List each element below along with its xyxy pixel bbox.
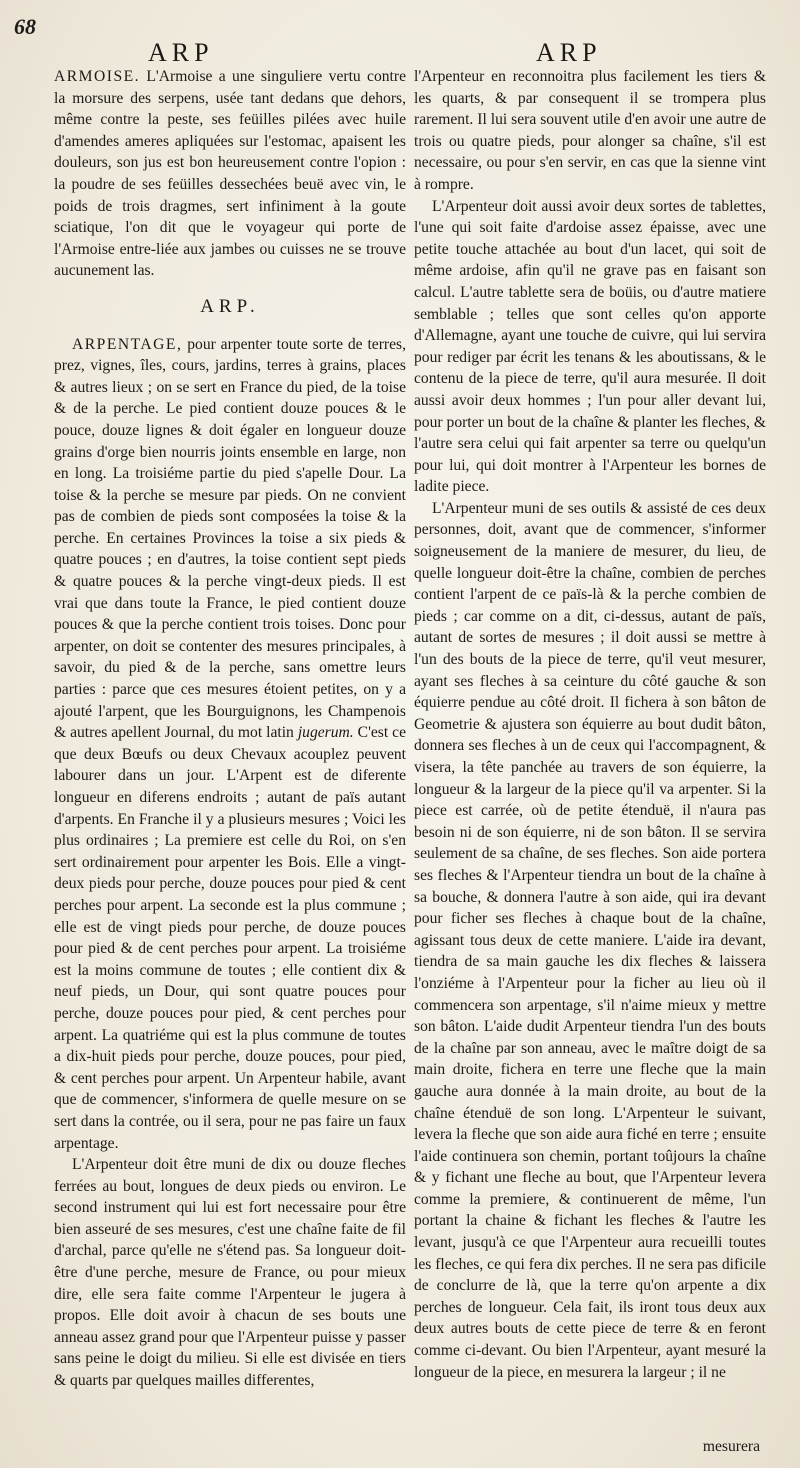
armoise-term: ARMOISE.	[54, 68, 141, 85]
running-head-right: ARP	[536, 38, 602, 67]
left-column	[54, 66, 406, 1392]
running-head-left: ARP	[148, 38, 214, 67]
arpentage-text-1: pour arpenter toute sorte de terres, prez, vignes, îles, cours, jardins, terres à grains, places & autres lieux ; on se sert en France du pied, de la toise & de la perche. Le pied contient douze pouces & le pouce, douze lignes & doit égaler en longueur douze grains d'orge bien nourris joints ensemble en large, non en long. La troisiéme partie du pied s'apelle Dour. La toise & la perche se mesure par pieds. On ne convient pas de combien de pieds sont composées la toise & la perche. En certaines Provinces la toise a six pieds & quatre pouces ; en d'autres, la toise contient sept pieds & quatre pouces & la perche vingt-deux pieds. Il est vrai que dans toute la France, le pied contient douze pouces & que la perche contient trois toises. Donc pour arpenter, on doit se contenter des mesures principales, à savoir, du pied & de la perche, sans omettre leurs parties : parce que ces mesures étoient petites, on y a ajouté l'arpent, que les Bourguignons, les Champenois & autres apellent Journal, du mot latin	[54, 335, 406, 742]
arpentage-text-2: C'est ce que deux Bœufs ou deux Chevaux acouplez peuvent labourer dans un jour. L'Arpent est de diferente longueur en diferens endroits ; autant de païs autant d'arpents. En Franche il y a plusieurs mesures ; Voici les plus ordinaires ; La premiere est celle du Roi, on s'en sert ordinairement pour arpenter les Bois. Elle a vingt-deux pieds pour perche, douze pouces pour pied & cent perches pour arpent. La seconde est la plus commune ; elle est de vingt pieds pour perche, de douze pouces pour pied & de cent perches pour arpent. La troisiéme est la moins commune de toutes ; elle contient dix & neuf pieds, un Dour, qui sont quatre pouces pour perche, douze pouces pour pied, & cent perches pour arpent. La quatriéme qui est la plus commune de toutes a dix-huit pieds pour perche, douze pouces, pour pied, & cent perches pour arpent. Un Arpenteur habile, avant que de commencer, s'informera de quelle mesure on se sert dans la contrée, ou il sera, pour ne pas faire un faux arpentage.	[54, 724, 407, 1152]
right-column	[414, 66, 766, 1383]
right-paragraph-1: l'Arpenteur en reconnoitra plus facilement les tiers & les quarts, & par consequent il se trompera plus rarement. Il lui sera souvent utile d'en avoir une autre de trois ou quatre pieds, pour alonger sa chaîne, s'il est necessaire, ou pour s'en servir, en cas que la sienne vint à rompre.	[414, 68, 766, 193]
arpentage-term: ARPENTAGE,	[72, 335, 183, 353]
arpentage-entry	[54, 334, 406, 1155]
right-paragraph-2: L'Arpenteur doit aussi avoir deux sortes de tablettes, l'une qui soit faite d'ardoise assez épaisse, avec une petite touche attachée au bout d'un lacet, qui soit de même ardoise, afin qu'il ne grave pas en faisant son calcul. L'autre tablette sera de boüis, ou d'autre matiere semblable ; telles que sont celles qu'on apporte d'Allemagne, ayant une touche de cuivre, qui lui servira pour rediger par écrit les tenans & les aboutissans, & le contenu de la piece de terre, qu'il aura mesurée. Il doit aussi avoir deux hommes ; l'un pour aller devant lui, pour porter un bout de la chaîne & planter les fleches, & l'autre sera celui qui fait arpenter sa terre ou quelqu'un pour lui, qui doit montrer à l'Arpenteur les bornes de ladite piece.	[414, 197, 766, 496]
armoise-text: L'Armoise a une singuliere vertu contre la morsure des serpens, usée tant dedans que dehors, même contre la peste, ses feüilles pilées avec huile d'amendes ameres apliquées sur l'estomac, apaisent les douleurs, son jus est bon heureusement contre l'opion : la poudre de ses feüilles dessechées beuë avec vin, le poids de trois dragmes, sert infiniment à la goute sciatique, l'on dit que le voyageur qui porte de l'Armoise entre-liée aux jambes ou cuisses ne se trouve aucunement las.	[54, 68, 406, 280]
page-number: 68	[14, 14, 36, 39]
catchword: mesurera	[702, 1438, 760, 1455]
section-heading: ARP.	[200, 295, 260, 317]
arpenteur-paragraph: L'Arpenteur doit être muni de dix ou douze fleches ferrées au bout, longues de deux pieds ou environ. Le second instrument qui lui est fort necessaire pour être bien asseuré de ses mesures, c'est une chaîne faite de fil d'archal, parce qu'elle ne s'étend pas. Sa longueur doit-être d'une perche, mesure de France, ou pour mieux dire, elle sera faite comme l'Arpenteur le jugera à propos. Elle doit avoir à chacun de ses bouts une anneau assez grand pour que l'Arpenteur puisse y passer sans peine le doigt du milieu. Si elle est divisée en tiers & quarts par quelques mailles differentes,	[54, 1156, 406, 1390]
arpentage-latin: jugerum.	[297, 724, 354, 742]
armoise-entry	[54, 66, 406, 282]
right-paragraph-3: L'Arpenteur muni de ses outils & assisté de ces deux personnes, doit, avant que de commencer, s'informer soigneusement de la maniere de mesurer, du lieu, de quelle longueur doit-être la chaîne, combien de perches contient l'arpent de ce païs-là & la perche combien de pieds ; car comme on a dit, ci-dessus, autant de païs, autant de sortes de mesures ; il doit aussi se mettre à l'un des bouts de la piece de terre, qu'il veut mesurer, ayant ses fleches à sa ceinture du côté gauche & son équierre pendue au côté droit. Il fichera à son bâton de Geometrie & ajustera son équierre au bout dudit bâton, donnera ses fleches à un de ceux qui l'accompagnent, & visera, la tête panchée au travers de son équierre, la longueur & la largeur de la piece qu'il va arpenter. Si la piece est carrée, où de petite étenduë, il n'aura pas besoin ni de son équierre, ni de son bâton. Il se servira seulement de sa chaîne, de ses fleches. Son aide portera ses fleches & l'Arpenteur tiendra un bout de la chaîne à sa bouche, & donnera l'autre à son aide, qui ira devant pour ficher ses fleches à chaque bout de la chaîne, agissant tous deux de cette maniere. L'aide ira devant, tiendra de sa main gauche les dix fleches & laissera l'onziéme à l'Arpenteur pour la ficher au lieu où il commencera son arpentage, s'il n'aime mieux y mettre son bâton. L'aide dudit Arpenteur tiendra l'un des bouts de la chaîne par son anneau, avec le maître doigt de sa main droite, fichera en terre une fleche que la main gauche aura donnée à la main droite, au bout de la chaîne étenduë de son long. L'Arpenteur le suivant, levera la fleche que son aide aura fiché en terre ; ensuite l'aide continuera son chemin, portant toûjours la chaîne & y fichant une fleche au bout, que l'Arpenteur levera comme la premiere, & continuerent de même, l'un portant la chaine & fichant les fleches & l'autre les levant, jusqu'à ce que l'Arpenteur aura recueilli toutes les fleches, ce qui fera dix perches. Il ne sera pas dificile de conclurre de là, que la terre qu'on arpente a dix perches de longueur. Cela fait, ils iront tous deux aux deux autres bouts de cette piece de terre & en feront comme ci-devant. Ou bien l'Arpenteur, ayant mesuré la longueur de la piece, en mesurera la largeur ; il ne	[414, 499, 766, 1381]
